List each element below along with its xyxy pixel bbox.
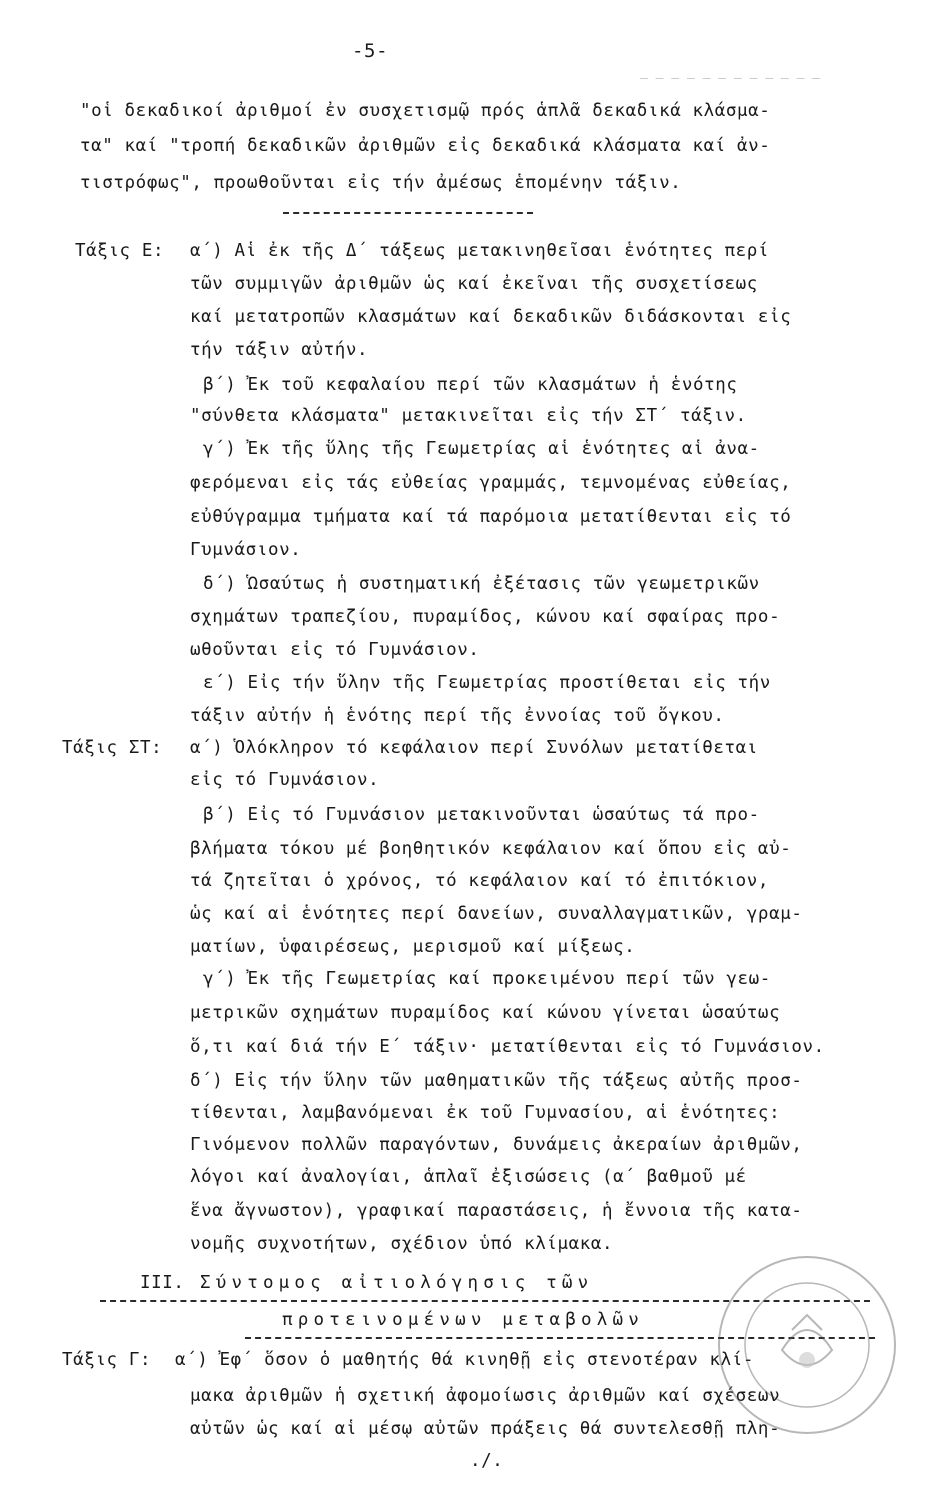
- class-e-line: "σύνθετα κλάσματα" μετακινεῖται εἰς τήν ΣΤ΄ τάξιν.: [190, 406, 747, 426]
- class-st-line: τά ζητεῖται ὁ χρόνος, τό κεφάλαιον καί τό ἐπιτόκιον,: [190, 871, 770, 891]
- class-st-line: γ΄) Ἐκ τῆς Γεωμετρίας καί προκειμένου περί τῶν γεω-: [203, 969, 771, 989]
- separator-rule: [283, 212, 533, 214]
- class-e-line: Γυμνάσιον.: [190, 540, 302, 560]
- section-heading-line1: Σύντομος αἰτιολόγησις τῶν: [200, 1273, 594, 1293]
- continuation-mark: ./.: [470, 1451, 504, 1471]
- class-e-line: β΄) Ἐκ τοῦ κεφαλαίου περί τῶν κλασμάτων ἡ ἑνότης: [203, 375, 738, 395]
- class-e-line: τάξιν αὐτήν ἡ ἑνότης περί τῆς ἐννοίας τοῦ ὄγκου.: [190, 706, 725, 726]
- class-e-line: τῶν συμμιγῶν ἀριθμῶν ὡς καί ἐκεῖναι τῆς συσχετίσεως: [190, 274, 758, 294]
- class-g-label: Τάξις Γ:: [62, 1350, 152, 1370]
- bleed-through-text: — — — — — — — — — — — —: [640, 71, 821, 86]
- class-st-line: νομῆς συχνοτήτων, σχέδιον ὑπό κλίμακα.: [190, 1234, 614, 1254]
- class-st-line: ἕνα ἄγνωστον), γραφικαί παραστάσεις, ἡ ἔννοια τῆς κατα-: [190, 1201, 803, 1221]
- class-e-line: ε΄) Εἰς τήν ὕλην τῆς Γεωμετρίας προστίθεται εἰς τήν: [203, 673, 771, 693]
- class-e-line: σχημάτων τραπεζίου, πυραμίδος, κώνου καί σφαίρας προ-: [190, 607, 781, 627]
- class-st-line: ὡς καί αἱ ἑνότητες περί δανείων, συναλλαγματικῶν, γραμ-: [190, 904, 803, 924]
- class-e-line: α΄) Αἱ ἐκ τῆς Δ΄ τάξεως μετακινηθεῖσαι ἑνότητες περί: [190, 241, 770, 261]
- class-st-line: βλήματα τόκου μέ βοηθητικόν κεφάλαιον καί ὅπου εἰς αὐ-: [190, 839, 792, 859]
- class-e-line: εὐθύγραμμα τμήματα καί τά παρόμοια μετατίθενται εἰς τό: [190, 507, 792, 527]
- class-g-line: α΄) Ἐφ΄ ὅσον ὁ μαθητής θά κινηθῇ εἰς στενοτέραν κλί-: [175, 1350, 755, 1370]
- class-e-line: τήν τάξιν αὐτήν.: [190, 340, 369, 360]
- page-number: -5-: [352, 40, 389, 62]
- body-line: "οἱ δεκαδικοί ἀριθμοί ἐν συσχετισμῷ πρός ἁπλᾶ δεκαδικά κλάσμα-: [80, 101, 771, 121]
- class-st-line: Γινόμενον πολλῶν παραγόντων, δυνάμεις ἀκεραίων ἀριθμῶν,: [190, 1135, 803, 1155]
- body-line: τιστρόφως", προωθοῦνται εἰς τήν ἀμέσως ἑπομένην τάξιν.: [80, 173, 682, 193]
- class-e-line: καί μετατροπῶν κλασμάτων καί δεκαδικῶν διδάσκονται εἰς: [190, 307, 792, 327]
- section-numeral: III.: [140, 1273, 185, 1293]
- class-st-line: ὅ,τι καί διά τήν Ε΄ τάξιν· μετατίθενται εἰς τό Γυμνάσιον.: [190, 1037, 825, 1057]
- class-e-label: Τάξις Ε:: [75, 241, 165, 261]
- class-st-label: Τάξις ΣΤ:: [62, 738, 163, 758]
- official-stamp-icon: [712, 1250, 902, 1440]
- class-st-line: λόγοι καί ἀναλογίαι, ἁπλαῖ ἐξισώσεις (α΄ βαθμοῦ μέ: [190, 1167, 747, 1187]
- section-heading-line2: προτεινομένων μεταβολῶν: [282, 1310, 644, 1330]
- class-st-line: εἰς τό Γυμνάσιον.: [190, 770, 380, 790]
- body-line: τα" καί "τροπή δεκαδικῶν ἀριθμῶν εἰς δεκαδικά κλάσματα καί ἀν-: [80, 136, 771, 156]
- class-st-line: τίθενται, λαμβανόμεναι ἐκ τοῦ Γυμνασίου, αἱ ἑνότητες:: [190, 1103, 781, 1123]
- class-st-line: β΄) Εἰς τό Γυμνάσιον μετακινοῦνται ὡσαύτως τά προ-: [203, 805, 760, 825]
- class-st-line: μετρικῶν σχημάτων πυραμίδος καί κώνου γίνεται ὡσαύτως: [190, 1003, 781, 1023]
- class-e-line: δ΄) Ὡσαύτως ἡ συστηματική ἐξέτασις τῶν γεωμετρικῶν: [203, 574, 760, 594]
- class-e-line: φερόμεναι εἰς τάς εὐθείας γραμμάς, τεμνομένας εὐθείας,: [190, 473, 792, 493]
- class-e-line: ωθοῦνται εἰς τό Γυμνάσιον.: [190, 640, 480, 660]
- class-st-line: δ΄) Εἰς τήν ὕλην τῶν μαθηματικῶν τῆς τάξεως αὐτῆς προσ-: [190, 1071, 803, 1091]
- class-g-line: μακα ἀριθμῶν ἡ σχετική ἀφομοίωσις ἀριθμῶν καί σχέσεων: [190, 1386, 781, 1406]
- class-e-line: γ΄) Ἐκ τῆς ὕλης τῆς Γεωμετρίας αἱ ἑνότητες αἱ ἀνα-: [203, 439, 760, 459]
- class-st-line: ματίων, ὑφαιρέσεως, μερισμοῦ καί μίξεως.: [190, 937, 636, 957]
- class-g-line: αὐτῶν ὡς καί αἱ μέσῳ αὐτῶν πράξεις θά συντελεσθῇ πλη-: [190, 1419, 781, 1439]
- class-st-line: α΄) Ὁλόκληρον τό κεφάλαιον περί Συνόλων μετατίθεται: [190, 738, 758, 758]
